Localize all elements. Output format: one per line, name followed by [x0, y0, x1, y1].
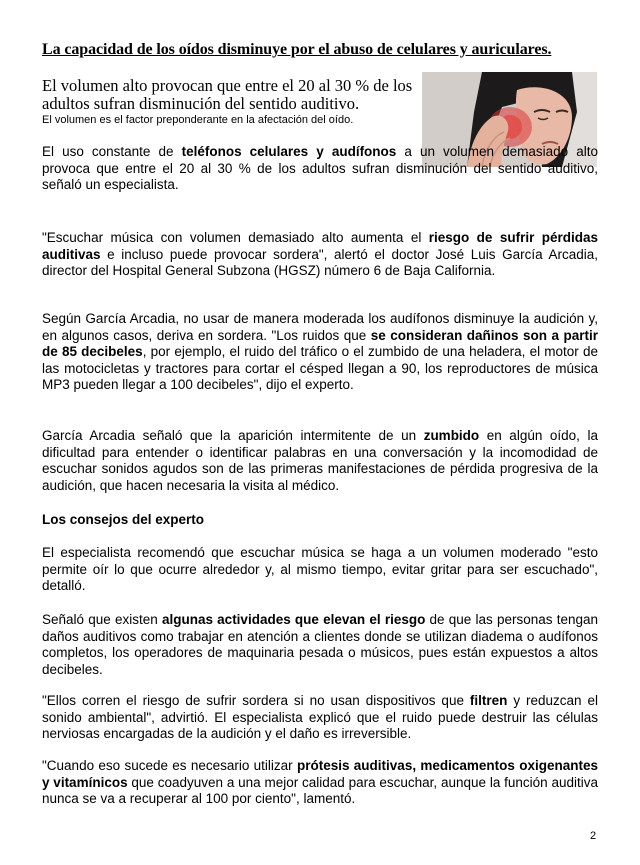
article-title: La capacidad de los oídos disminuye por el abuso de celulares y auriculares.: [42, 41, 552, 58]
section-heading: Los consejos del experto: [42, 512, 205, 527]
paragraph-2-bold: riesgo de sufrir pérdidas auditivas: [42, 230, 598, 262]
paragraph-5: El especialista recomendó que escuchar música se haga a un volumen moderado "esto permite oír lo que ocurre alrededor y, al mismo tiempo, evitar gritar para ser escuchado", detalló.: [42, 545, 598, 593]
paragraph-4-text-a: García Arcadia señaló que la aparición intermitente de un: [42, 428, 424, 443]
page-number: 2: [590, 830, 597, 842]
paragraph-7-bold: filtren: [469, 693, 508, 708]
paragraph-6-text-a: Señaló que existen: [42, 612, 162, 627]
paragraph-6: [42, 612, 598, 678]
article-sublead: El volumen es el factor preponderante en la afectación del oído.: [42, 114, 354, 126]
paragraph-3: [42, 311, 598, 394]
paragraph-1: [42, 144, 598, 194]
paragraph-8-text-a: "Cuando eso sucede es necesario utilizar: [42, 758, 297, 773]
paragraph-6-text-c: de que las personas tengan daños auditivos como trabajar en atención a clientes donde se utilizan diadema o audífonos completos, los operadores de maquinaria pesada o músicos, pues están expuestos a altos decibeles.: [42, 612, 598, 677]
paragraph-8: [42, 758, 598, 808]
paragraph-1-text-c: a un volumen demasiado alto provoca que entre el 20 al 30 % de los adultos sufran disminución del sentido auditivo, señaló un especialista.: [42, 144, 598, 192]
paragraph-8-text-c: que coadyuven a una mejor calidad para escuchar, aunque la función auditiva nunca se va a recuperar al 100 por ciento", lamentó.: [42, 774, 598, 806]
paragraph-2-text-a: "Escuchar música con volumen demasiado alto aumenta el: [42, 230, 429, 245]
paragraph-4: [42, 428, 598, 494]
paragraph-7: [42, 693, 598, 743]
paragraph-3-text-a: Según García Arcadia, no usar de manera moderada los audífonos disminuye la audición y, en algunos casos, deriva en sordera. "Los ruidos que: [42, 311, 598, 343]
paragraph-7-text-a: "Ellos corren el riesgo de sufrir sordera si no usan dispositivos que: [42, 693, 470, 708]
paragraph-4-text-c: en algún oído, la dificultad para entender o identificar palabras en una conversación y la incomodidad de escuchar sonidos agudos son de las primeras manifestaciones de pérdida progresiva de la audición, que hacen necesaria la visita al médico.: [42, 428, 598, 493]
paragraph-3-bold: se consideran dañinos son a partir de 85 decibeles: [42, 327, 598, 359]
article-lead: El volumen alto provocan que entre el 20 al 30 % de los adultos sufran disminución del sentido auditivo.: [42, 76, 413, 113]
paragraph-2-text-c: e incluso puede provocar sordera", alertó el doctor José Luis García Arcadia, director del Hospital General Subzona (HGSZ) número 6 de Baja California.: [42, 246, 598, 278]
paragraph-8-bold: prótesis auditivas, medicamentos oxigenantes y vitamínicos: [42, 758, 598, 790]
paragraph-2: [42, 230, 598, 280]
paragraph-6-bold: algunas actividades que elevan el riesgo: [161, 612, 426, 627]
paragraph-1-text-a: El uso constante de: [42, 144, 182, 159]
paragraph-1-bold: teléfonos celulares y audífonos: [181, 144, 397, 159]
paragraph-4-bold: zumbido: [423, 428, 480, 443]
paragraph-3-text-c: , por ejemplo, el ruido del tráfico o el zumbido de una heladera, el motor de las motocicletas y tractores para cortar el césped llegan a 90, los reproductores de música MP3 pueden llegar a 100 decibeles", dijo el experto.: [42, 344, 598, 392]
paragraph-7-text-c: y reduzcan el sonido ambiental", advirtió. El especialista explicó que el ruido puede destruir las células nerviosas encargadas de la audición y el daño es irreversible.: [42, 693, 598, 741]
